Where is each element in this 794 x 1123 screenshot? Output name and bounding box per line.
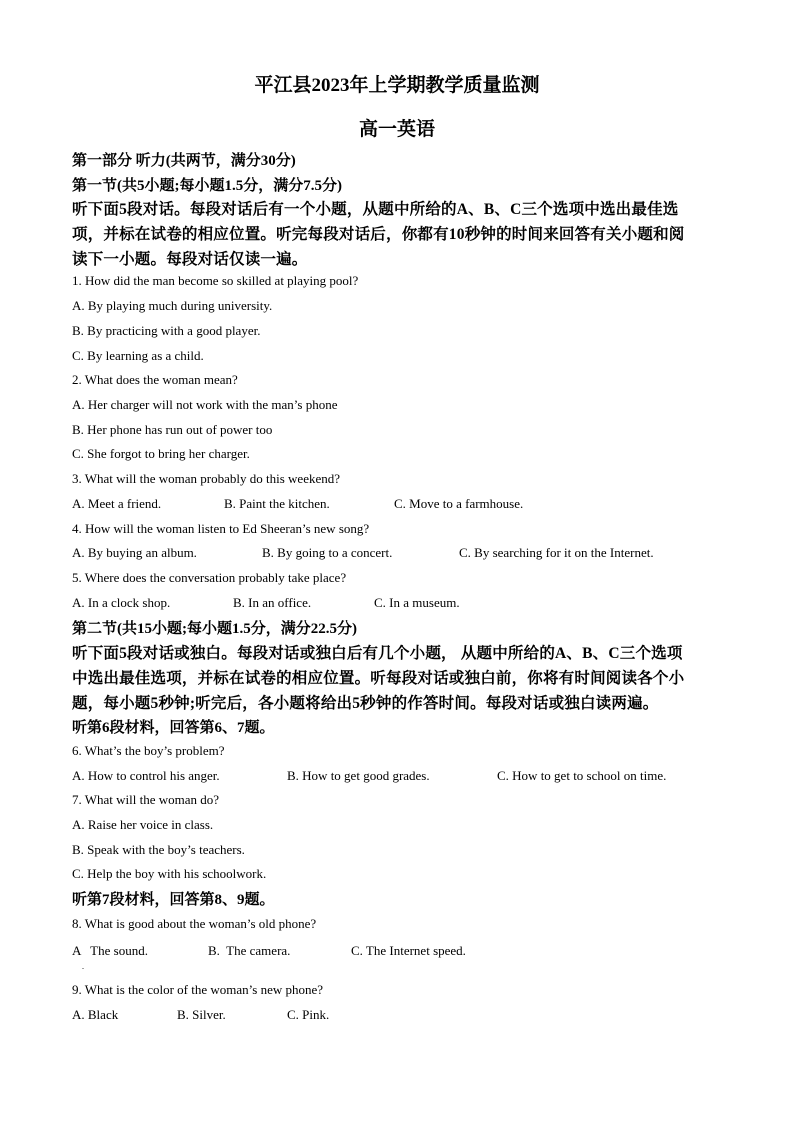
option: C. How to get to school on time.: [497, 768, 667, 783]
option: B. Paint the kitchen.: [224, 496, 330, 511]
section1-heading: 第一节(共5小题;每小题1.5分，满分7.5分): [72, 178, 342, 194]
option: B. How to get good grades.: [287, 768, 430, 783]
section1-instruction-line: 读下一小题。每段对话仅读一遍。: [72, 251, 308, 268]
section2-instruction-line: 题，每小题5秒钟;听完后，各小题将给出5秒钟的作答时间。每段对话或独白读两遍。: [72, 695, 659, 712]
section1-instruction-line: 项，并标在试卷的相应位置。听完每段对话后，你都有10秒钟的时间来回答有关小题和阅: [72, 226, 685, 243]
option: C. In a museum.: [374, 595, 460, 610]
exam-subtitle: 高一英语: [358, 119, 435, 140]
section2-heading: 第二节(共15小题;每小题1.5分，满分22.5分): [72, 621, 357, 637]
question-stem: 4. How will the woman listen to Ed Sheeran’s new song?: [72, 521, 370, 536]
question-stem: 3. What will the woman probably do this weekend?: [72, 471, 341, 486]
option: A The sound.: [72, 943, 148, 958]
option: C. The Internet speed.: [351, 943, 466, 958]
section2-instruction-line: 听下面5段对话或独白。每段对话或独白后有几个小题， 从题中所给的A、B、C三个选项: [72, 645, 683, 662]
option: A. By playing much during university.: [72, 298, 273, 313]
option: A. Raise her voice in class.: [72, 817, 214, 832]
question-stem: 1. How did the man become so skilled at playing pool?: [72, 273, 359, 288]
stray-dot: .: [82, 962, 84, 971]
option: A. By buying an album.: [72, 545, 197, 560]
option: C. Move to a farmhouse.: [394, 496, 524, 511]
option: B. In an office.: [233, 595, 312, 610]
option: B. The camera.: [208, 943, 291, 958]
question-stem: 6. What’s the boy’s problem?: [72, 743, 225, 758]
option: A. How to control his anger.: [72, 768, 220, 783]
question-stem: 7. What will the woman do?: [72, 792, 220, 807]
question-stem: 2. What does the woman mean?: [72, 372, 238, 387]
question-stem: 8. What is good about the woman’s old phone?: [72, 916, 317, 931]
section1-instruction-line: 听下面5段对话。每段对话后有一个小题，从题中所给的A、B、C三个选项中选出最佳选: [72, 201, 679, 218]
option: A. In a clock shop.: [72, 595, 171, 610]
material-heading: 听第6段材料，回答第6、7题。: [72, 720, 275, 736]
exam-title: 平江县2023年上学期教学质量监测: [254, 75, 540, 96]
option: A. Meet a friend.: [72, 496, 162, 511]
option: C. By learning as a child.: [72, 348, 204, 363]
section2-instruction-line: 中选出最佳选项，并标在试卷的相应位置。听每段对话或独白前，你将有时间阅读各个小: [72, 670, 685, 687]
option: A. Her charger will not work with the man’s phone: [72, 397, 338, 412]
option: B. By practicing with a good player.: [72, 323, 261, 338]
option: B. Speak with the boy’s teachers.: [72, 842, 245, 857]
option: B. Her phone has run out of power too: [72, 422, 273, 437]
option: C. Help the boy with his schoolwork.: [72, 866, 267, 881]
material-heading: 听第7段材料，回答第8、9题。: [72, 892, 275, 908]
option: C. She forgot to bring her charger.: [72, 446, 250, 461]
question-stem: 9. What is the color of the woman’s new phone?: [72, 982, 324, 997]
option: C. Pink.: [287, 1007, 330, 1022]
option: B. By going to a concert.: [262, 545, 393, 560]
option: C. By searching for it on the Internet.: [459, 545, 654, 560]
part1-heading: 第一部分 听力(共两节，满分30分): [72, 153, 296, 169]
option: B. Silver.: [177, 1007, 226, 1022]
option: A. Black: [72, 1007, 119, 1022]
question-stem: 5. Where does the conversation probably take place?: [72, 570, 347, 585]
